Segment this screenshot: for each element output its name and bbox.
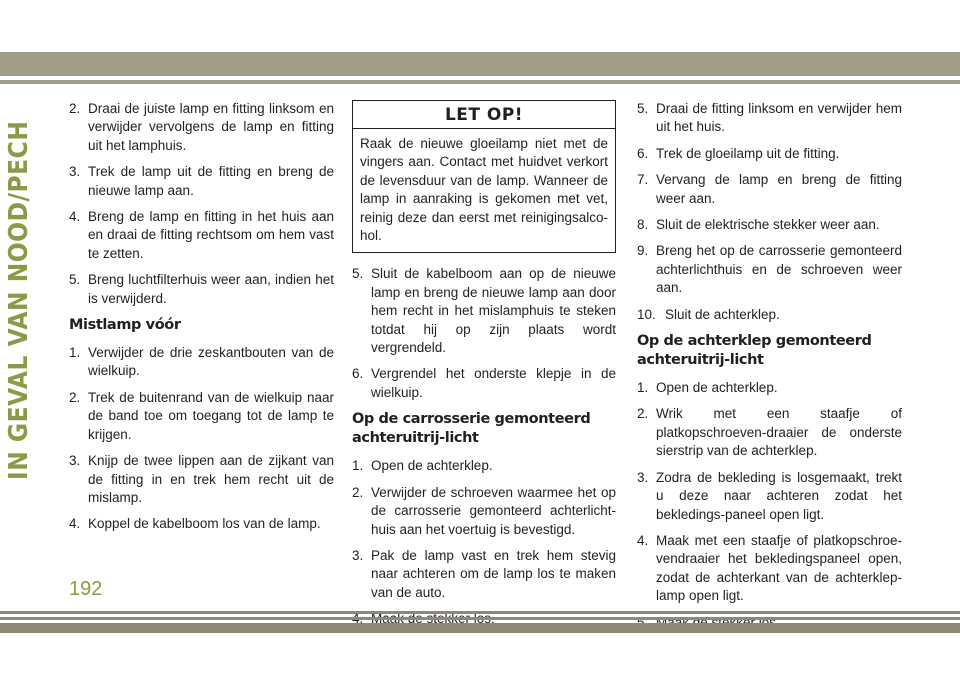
page-number: 192 (69, 578, 103, 600)
steps-list-b (637, 379, 902, 632)
section-heading: Mistlamp vóór (69, 317, 181, 334)
column-3 (637, 100, 902, 640)
footer-band (0, 623, 960, 633)
list-item: 9. Breng het op de carrosserie gemonteerd achterlichthuis en de schroeven weer aan. (637, 243, 902, 296)
list-item: 6. Vergrendel het onderste klepje in de wielkuip. (352, 366, 616, 400)
section-side-title: IN GEVAL VAN NOOD/PECH (4, 120, 34, 480)
section-heading: Op de achterklep gemonteerd achteruitrij-licht (637, 333, 872, 369)
list-item: 10. Sluit de achterklep. (637, 306, 780, 322)
header-band (0, 52, 960, 76)
list-item: 6. Trek de gloeilamp uit de fitting. (637, 145, 840, 161)
list-item: 4. Breng de lamp en fitting in het huis aan en draai de fitting rechtsom om hem vast te zetten. (69, 209, 334, 261)
list-item: 8. Sluit de elektrische stekker weer aan. (637, 217, 880, 233)
footer-rule (0, 611, 960, 614)
column-1 (69, 100, 334, 542)
list-item: 5. Draai de fitting linksom en verwijder hem uit het huis. (637, 101, 902, 135)
steps-list-a (352, 265, 616, 402)
list-item: 4. Maak met een staafje of platkopschroe-vendraaier het bekledingspaneel open, zodat de achterkant van de achterklep-lamp open ligt. (637, 532, 902, 604)
warning-text: Raak de nieuwe gloeilamp niet met de vingers aan. Contact met huidvet verkort de levensduur van de lamp. Wanneer de lamp in aanraking is gekomen met vet, reinig deze dan eerst met reinigingsalco-hol. (360, 136, 608, 244)
list-item: 7. Vervang de lamp en breng de fitting weer aan. (637, 172, 902, 206)
list-item: 2. Trek de buitenrand van de wielkuip naar de band toe om toegang tot de lamp te krijgen. (69, 389, 334, 442)
list-item: 2. Wrik met een staafje of platkopschroeven-draaier de onderste sierstrip van de achterklep. (637, 406, 902, 459)
list-item: 1. Open de achterklep. (352, 458, 493, 474)
footer-rule (0, 617, 960, 620)
column-2 (352, 100, 616, 637)
steps-list-a (69, 100, 334, 308)
list-item: 2. Verwijder de schroeven waarmee het op de carrosserie gemonteerd achterlicht-huis aan het voertuig is bevestigd. (352, 484, 616, 537)
list-item: 5. Sluit de kabelboom aan op de nieuwe lamp en breng de nieuwe lamp aan door hem recht in het mislamphuis te steken totdat hij op zijn plaats wordt vergrendeld. (352, 266, 616, 356)
list-item: 3. Pak de lamp vast en trek hem stevig naar achteren om de lamp los te maken van de auto. (352, 547, 616, 600)
header-rule (0, 80, 960, 84)
steps-list-a (637, 100, 902, 324)
list-item: 5. Breng luchtfilterhuis weer aan, indien het is verwijderd. (69, 272, 334, 306)
list-item: 3. Knijp de twee lippen aan de zijkant van de fitting in en trek hem recht uit de mislamp. (69, 453, 334, 505)
steps-list-b (69, 344, 334, 534)
section-heading: Op de carrosserie gemonteerd achteruitrij-licht (352, 411, 591, 447)
warning-box (352, 100, 616, 253)
list-item: 3. Zodra de bekleding is losgemaakt, trekt u deze naar achteren zodat het bekledings-paneel open ligt. (637, 469, 902, 522)
warning-title: LET OP! (353, 101, 615, 129)
list-item: 4. Koppel de kabelboom los van de lamp. (69, 516, 321, 532)
list-item: 1. Verwijder de drie zeskantbouten van de wielkuip. (69, 345, 334, 379)
list-item: 3. Trek de lamp uit de fitting en breng de nieuwe lamp aan. (69, 164, 334, 198)
steps-list-b (352, 457, 616, 628)
list-item: 1. Open de achterklep. (637, 380, 778, 396)
list-item: 2. Draai de juiste lamp en fitting linksom en verwijder vervolgens de lamp en fitting uit het lamphuis. (69, 101, 334, 153)
